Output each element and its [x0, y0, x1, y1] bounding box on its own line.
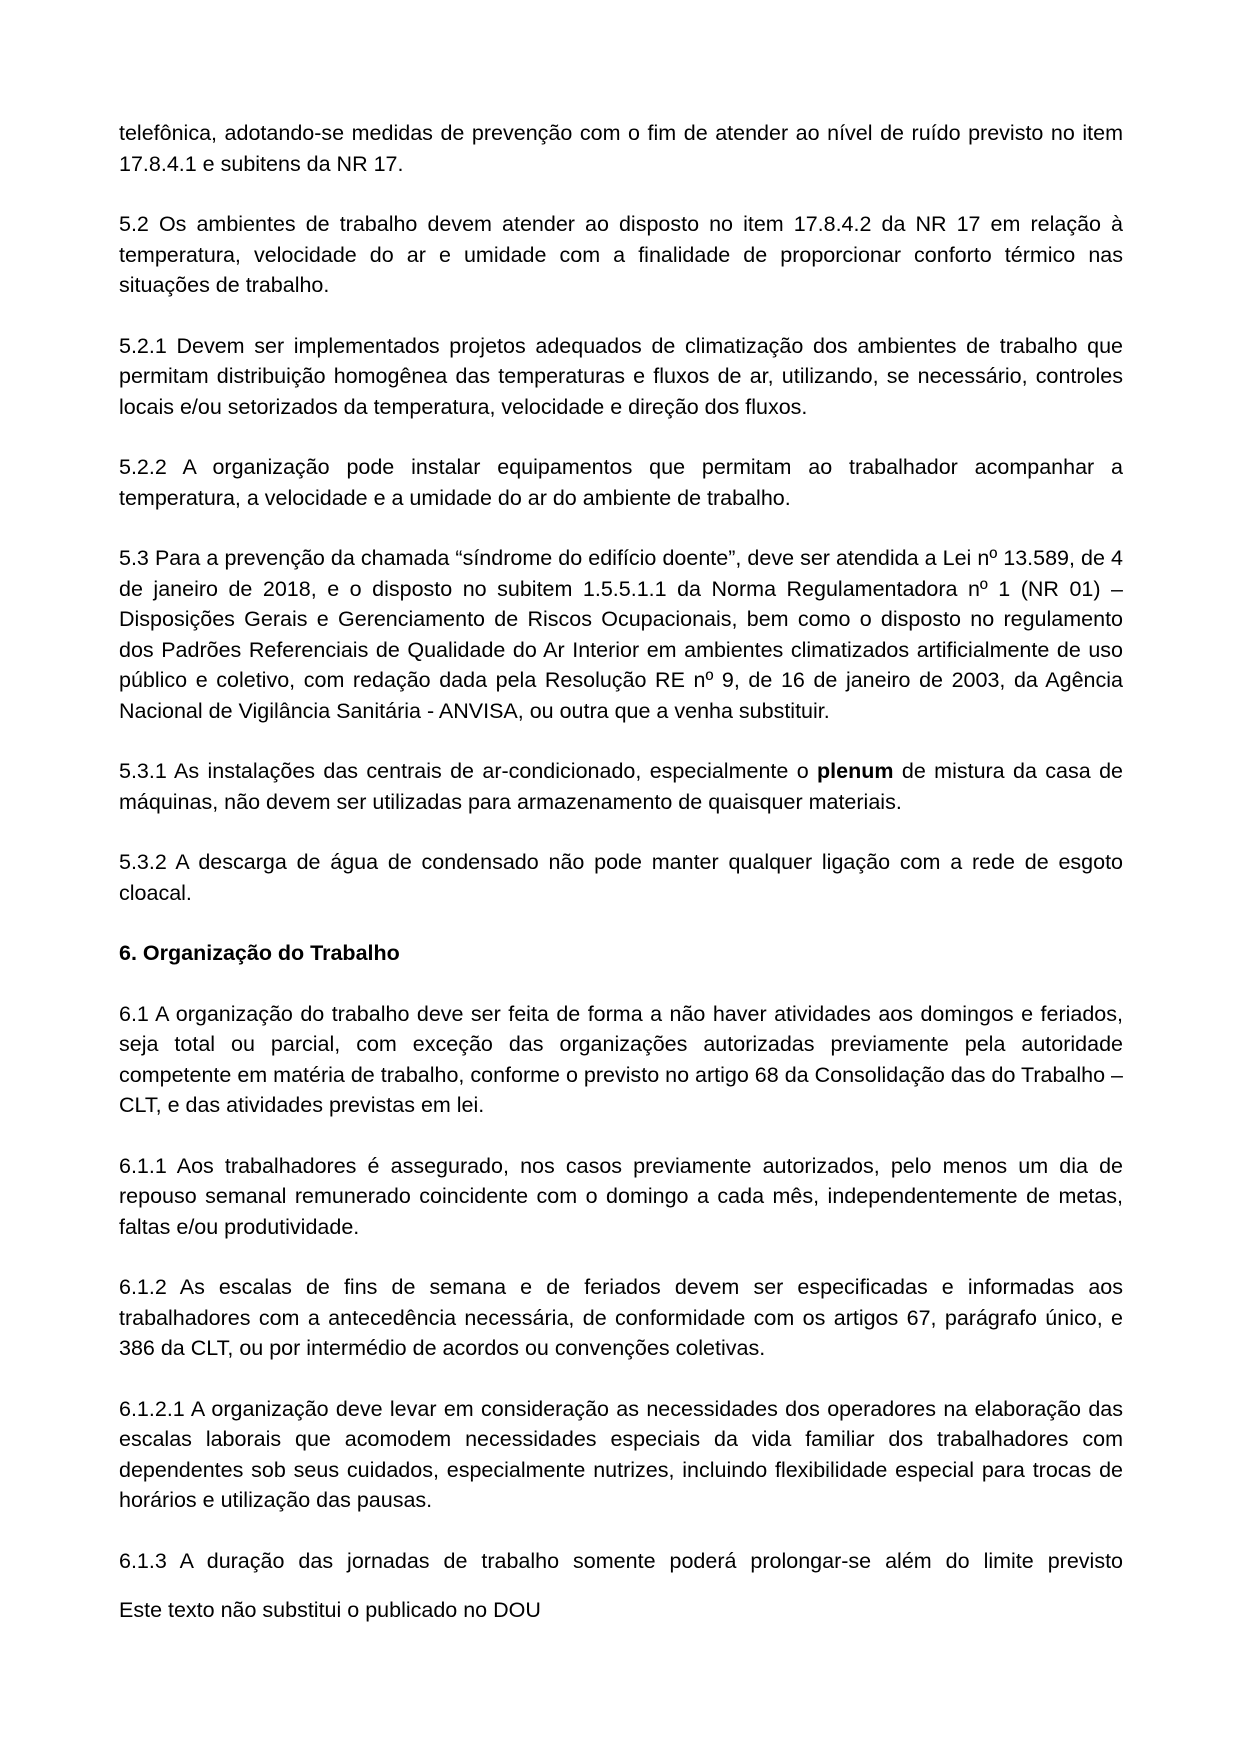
paragraph-5-2-2: 5.2.2 A organização pode instalar equipamentos que permitam ao trabalhador acompanhar a temperatura, a velocidade e a umidade do ar do ambiente de trabalho.: [119, 455, 1123, 510]
paragraph-continuation-ruido: telefônica, adotando-se medidas de prevenção com o fim de atender ao nível de ruído previsto no item 17.8.4.1 e subitens da NR 17.: [119, 121, 1123, 176]
paragraph-5-3: 5.3 Para a prevenção da chamada “síndrome do edifício doente”, deve ser atendida a Lei nº 13.589, de 4 de janeiro de 2018, e o disposto no subitem 1.5.5.1.1 da Norma Regulamentadora nº 1 (NR 01) – Disposições Gerais e Gerenciamento de Riscos Ocupacionais, bem como o disposto no regulamento dos Padrões Referenciais de Qualidade do Ar Interior em ambientes climatizados artificialmente de uso público e coletivo, com redação dada pela Resolução RE nº 9, de 16 de janeiro de 2003, da Agência Nacional de Vigilância Sanitária - ANVISA, ou outra que a venha substituir.: [119, 546, 1123, 723]
paragraph-5-3-1: [119, 756, 1123, 817]
paragraph-6-1-2-1: 6.1.2.1 A organização deve levar em consideração as necessidades dos operadores na elaboração das escalas laborais que acomodem necessidades especiais da vida familiar dos trabalhadores com dependentes sob seus cuidados, especialmente nutrizes, incluindo flexibilidade especial para trocas de horários e utilização das pausas.: [119, 1396, 1123, 1512]
paragraph-5-3-1-bold-term: plenum: [817, 759, 894, 783]
paragraph-6-1: 6.1 A organização do trabalho deve ser feita de forma a não haver atividades aos domingos e feriados, seja total ou parcial, com exceção das organizações autorizadas previamente pela autoridade competente em matéria de trabalho, conforme o previsto no artigo 68 da Consolidação das do Trabalho – CLT, e das atividades previstas em lei.: [119, 1001, 1123, 1117]
paragraph-5-3-1-text-start: 5.3.1 As instalações das centrais de ar-condicionado, especialmente o: [119, 759, 818, 783]
paragraph-5-2-1: 5.2.1 Devem ser implementados projetos adequados de climatização dos ambientes de trabalho que permitam distribuição homogênea das temperaturas e fluxos de ar, utilizando, se necessário, controles locais e/ou setorizados da temperatura, velocidade e direção dos fluxos.: [119, 333, 1123, 419]
paragraph-5-3-1-text-end: de mistura da casa de máquinas, não devem ser utilizadas para armazenamento de quaisquer materiais.: [119, 759, 1123, 814]
document-body: [119, 118, 1123, 1576]
page-footer-disclaimer: Este texto não substitui o publicado no DOU: [119, 1598, 541, 1622]
section-heading-6: 6. Organização do Trabalho: [119, 941, 400, 965]
paragraph-5-3-2: 5.3.2 A descarga de água de condensado não pode manter qualquer ligação com a rede de esgoto cloacal.: [119, 850, 1123, 905]
paragraph-6-1-3: 6.1.3 A duração das jornadas de trabalho somente poderá prolongar-se além do limite previsto: [119, 1548, 1123, 1573]
paragraph-6-1-1: 6.1.1 Aos trabalhadores é assegurado, nos casos previamente autorizados, pelo menos um dia de repouso semanal remunerado coincidente com o domingo a cada mês, independentemente de metas, faltas e/ou produtividade.: [119, 1153, 1123, 1239]
paragraph-6-1-2: 6.1.2 As escalas de fins de semana e de feriados devem ser especificadas e informadas aos trabalhadores com a antecedência necessária, de conformidade com os artigos 67, parágrafo único, e 386 da CLT, ou por intermédio de acordos ou convenções coletivas.: [119, 1275, 1123, 1360]
paragraph-5-2: 5.2 Os ambientes de trabalho devem atender ao disposto no item 17.8.4.2 da NR 17 em relação à temperatura, velocidade do ar e umidade com a finalidade de proporcionar conforto térmico nas situações de trabalho.: [119, 212, 1123, 297]
